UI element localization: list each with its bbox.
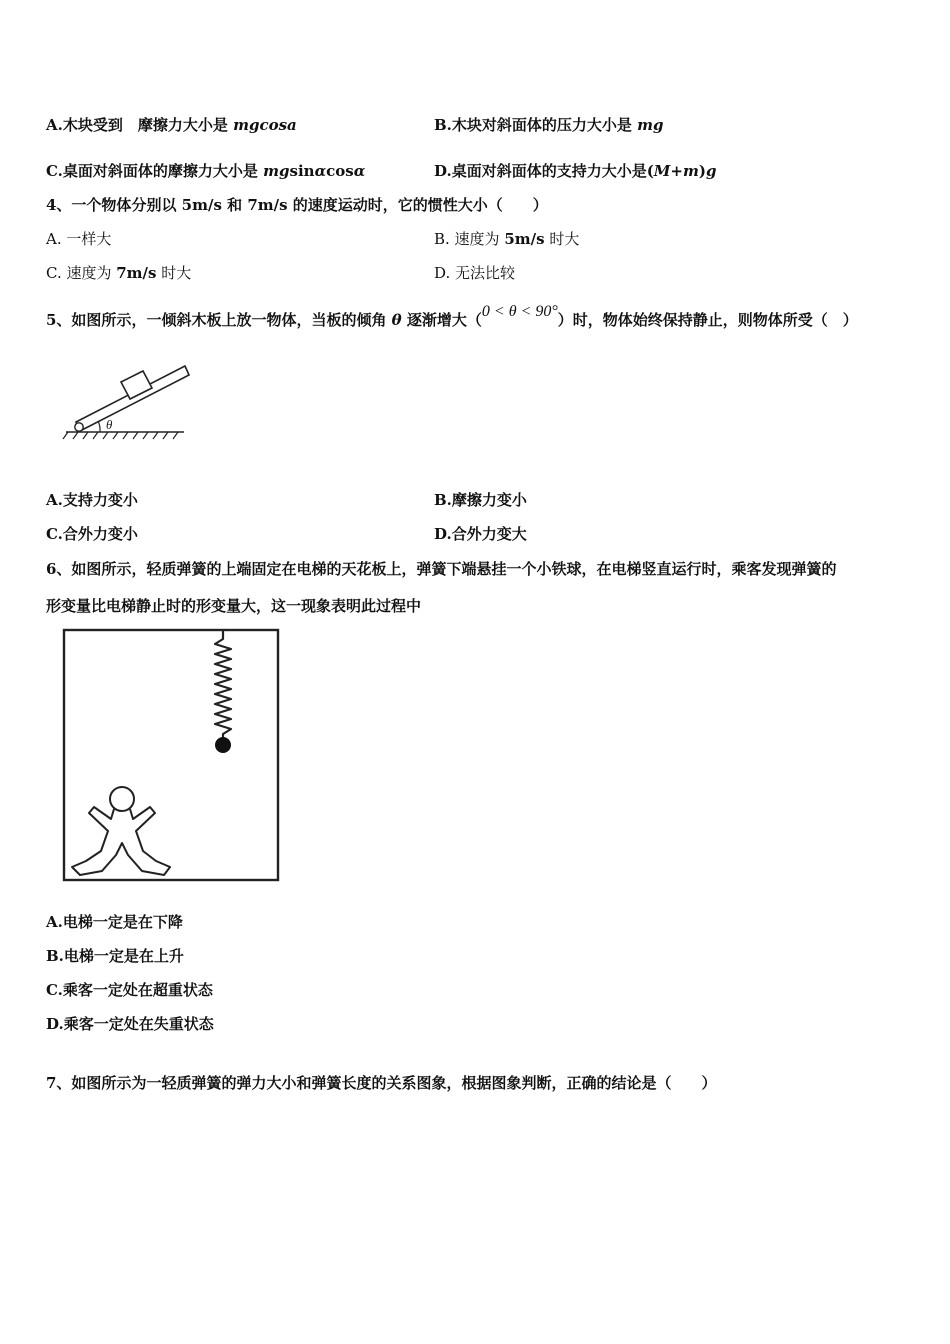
passenger bbox=[72, 787, 170, 875]
angle-arc bbox=[98, 421, 100, 432]
q6-option-d: D.乘客一定处在失重状态 bbox=[46, 1015, 214, 1033]
q4-option-c: C. 速度为 7m/s 时大 bbox=[46, 264, 192, 282]
hinge-pivot bbox=[75, 423, 83, 431]
angle-label: θ bbox=[106, 417, 113, 432]
q5-option-c: C.合外力变小 bbox=[46, 525, 138, 543]
q6-option-a: A.电梯一定是在下降 bbox=[46, 913, 183, 931]
q5-option-b: B.摩擦力变小 bbox=[434, 491, 527, 509]
q3-option-b: B.木块对斜面体的压力大小是 mg bbox=[434, 116, 664, 134]
elevator-figure bbox=[58, 625, 284, 887]
ground-hatch bbox=[63, 432, 178, 439]
q4-option-d: D. 无法比较 bbox=[434, 264, 516, 282]
q3-option-c: C.桌面对斜面体的摩擦力大小是 mgsinαcosα bbox=[46, 162, 366, 180]
q7-stem: 7、如图所示为一轻质弹簧的弹力大小和弹簧长度的关系图象，根据图象判断，正确的结论是（ ） bbox=[46, 1074, 717, 1092]
q5-option-a: A.支持力变小 bbox=[46, 491, 138, 509]
q4-option-a: A. 一样大 bbox=[46, 230, 112, 248]
passenger-head bbox=[110, 787, 134, 811]
passenger-body bbox=[72, 807, 170, 875]
q5-stem: 5、如图所示，一倾斜木板上放一物体，当板的倾角 θ 逐渐增大（0 < θ < 90°）时，物体始终保持静止，则物体所受（ ） bbox=[46, 303, 858, 329]
q6-stem-line2: 形变量比电梯静止时的形变量大，这一现象表明此过程中 bbox=[46, 597, 422, 615]
iron-ball bbox=[215, 737, 231, 753]
q3-option-a: A.木块受到 摩擦力大小是 mgcosa bbox=[46, 116, 297, 134]
q6-option-b: B.电梯一定是在上升 bbox=[46, 947, 184, 965]
q4-option-b: B. 速度为 5m/s 时大 bbox=[434, 230, 580, 248]
inclined-board-figure bbox=[60, 360, 190, 442]
spring bbox=[215, 630, 231, 739]
q3-option-d: D.桌面对斜面体的支持力大小是(M+m)g bbox=[434, 162, 717, 180]
elevator-car bbox=[64, 630, 278, 880]
angle-range-formula: 0 < θ < 90° bbox=[481, 303, 558, 320]
q5-option-d: D.合外力变大 bbox=[434, 525, 527, 543]
q6-option-c: C.乘客一定处在超重状态 bbox=[46, 981, 213, 999]
q4-stem: 4、一个物体分别以 5m/s 和 7m/s 的速度运动时，它的惯性大小（ ） bbox=[46, 196, 548, 214]
q6-stem-line1: 6、如图所示，轻质弹簧的上端固定在电梯的天花板上，弹簧下端悬挂一个小铁球，在电梯竖直运行时，乘客发现弹簧的 bbox=[46, 560, 837, 578]
